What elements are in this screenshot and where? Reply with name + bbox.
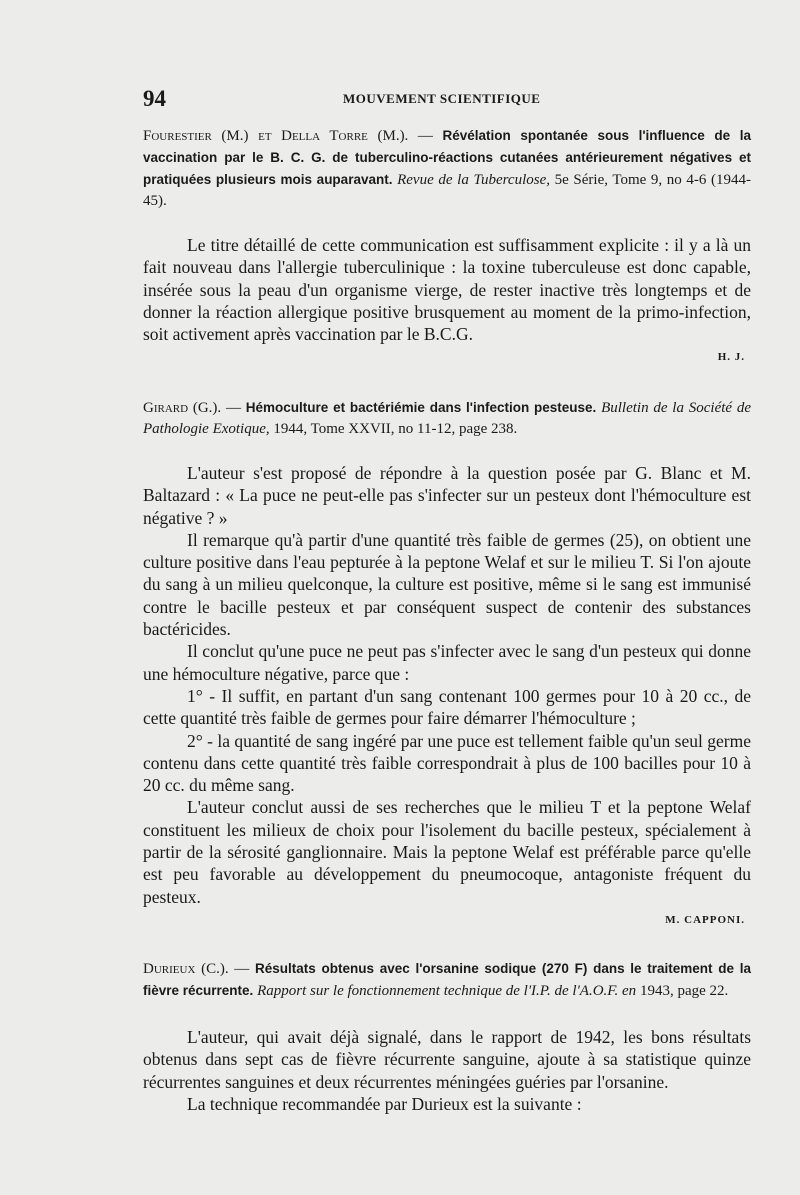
list-item: 1° - Il suffit, en partant d'un sang contenant 100 germes pour 10 à 20 cc., de cette quantité très faible de germes pour faire démarrer l'hémoculture ; [143,685,751,729]
reference-source-details: 1943, page 22. [639,983,729,999]
abstract-girard [143,397,751,926]
body-paragraph: Il remarque qu'à partir d'une quantité très faible de germes (25), on obtient une culture positive dans l'eau pepturée à la peptone Welaf et sur le milieu T. Si l'on ajoute du sang à un milieu quelconque, la culture est positive, même si le sang est immunisé contre le bacille pesteux et par conséquent suspect de contenir des substances bactéricides. [143,529,751,640]
abstract-fourestier [143,125,751,363]
reference-citation [143,125,751,212]
abstract-durieux [143,958,751,1115]
page-header [143,86,703,110]
body-paragraph: L'auteur, qui avait déjà signalé, dans le rapport de 1942, les bons résultats obtenus dans sept cas de fièvre récurrente sanguine, ajoute à sa statistique quinze récurrentes sanguines et deux récurrentes méningées guéries par l'orsanine. [143,1027,751,1092]
body-paragraph: L'auteur conclut aussi de ses recherches que le milieu T et la peptone Welaf constituent les milieux de choix pour l'isolement du bacille pesteux, spécialement à partir de la sérosité ganglionnaire. Mais la peptone Welaf est préférable parce qu'elle est peu favorable au développement du pneumocoque, antagoniste fréquent du pesteux. [143,797,751,907]
body-paragraph: Le titre détaillé de cette communication est suffisamment explicite : il y a là un fait nouveau dans l'allergie tuberculinique : la toxine tuberculeuse est donc capable, insérée sous la peau d'un organisme vierge, de rester inactive très longtemps et de donner la réaction allergique positive brusquement au moment de la primo-infection, soit activement après vaccination par le B.C.G. [143,235,751,345]
reference-authors: Girard (G.). — [143,400,241,416]
reference-source-details: 1944, Tome XXVII, no 11-12, page 238. [273,421,518,437]
reference-authors: Fourestier (M.) et Della Torre (M.). — [143,128,433,144]
page-number: 94 [143,86,166,111]
reference-source: Rapport sur le fonctionnement technique de l'I.P. de l'A.O.F. en [257,983,637,999]
running-head: MOUVEMENT SCIENTIFIQUE [343,91,541,106]
reference-title: Hémoculture et bactériémie dans l'infection pesteuse. [245,400,597,415]
list-item: 2° - la quantité de sang ingéré par une puce est tellement faible qu'un seul germe contenu dans cette quantité très faible correspondrait à plus de 100 bacilles pour 10 à 20 cc. du même sang. [143,730,751,796]
body-paragraph: Il conclut qu'une puce ne peut pas s'infecter avec le sang d'un pesteux qui donne une hémoculture négative, parce que : [143,641,751,684]
reference-citation [143,397,751,440]
reference-title: Révélation spontanée sous l'influence de la vaccination par le B. C. G. de tuberculino-réactions cutanées antérieurement négatives et pratiquées plusieurs mois auparavant. [143,128,751,187]
reference-source: Bulletin de la Société de Pathologie Exotique, [143,400,752,437]
reference-source-details: 5e Série, Tome 9, no 4-6 (1944-45). [143,172,752,209]
signature: H. J. [717,351,745,364]
reference-authors: Durieux (C.). — [143,961,250,977]
body-paragraph: L'auteur s'est proposé de répondre à la question posée par G. Blanc et M. Baltazard : « La puce ne peut-elle pas s'infecter sur un pesteux dont l'hémoculture est négative ? » [143,463,751,528]
reference-citation [143,958,751,1002]
reference-source: Revue de la Tuberculose, [397,172,550,188]
signature: M. CAPPONI. [665,913,745,926]
body-paragraph: La technique recommandée par Durieux est la suivante : [187,1093,582,1114]
reference-title: Résultats obtenus avec l'orsanine sodique (270 F) dans le traitement de la fièvre récurrente. [143,961,751,998]
